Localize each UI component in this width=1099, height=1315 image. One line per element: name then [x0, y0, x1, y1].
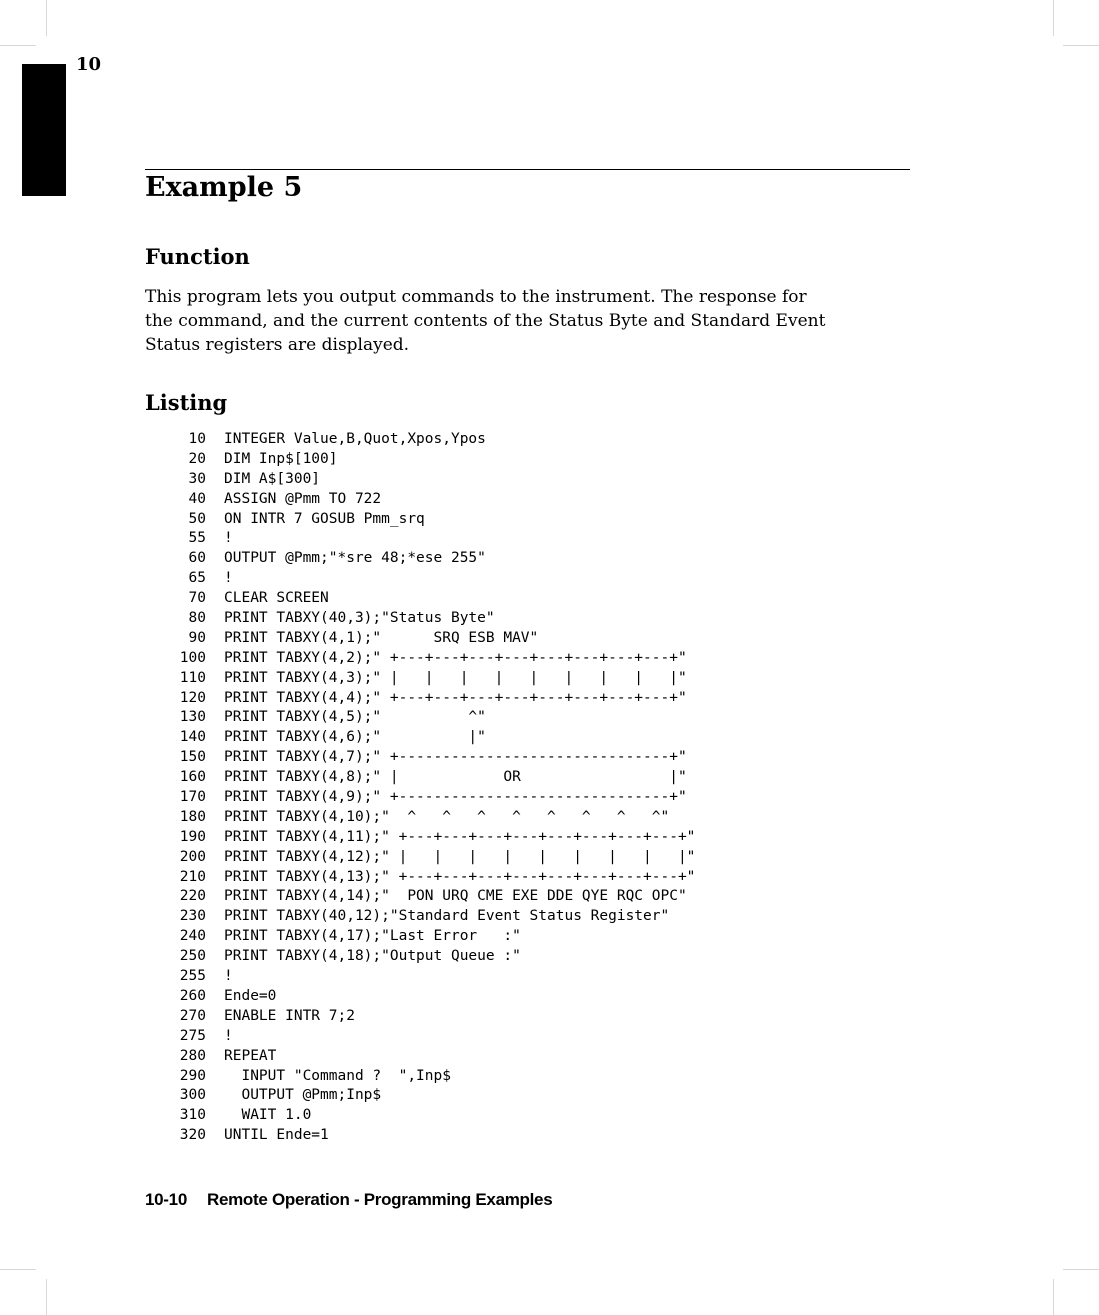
code-text: DIM A$[300] — [224, 470, 321, 487]
code-text: PRINT TABXY(4,5);" ^" — [224, 709, 486, 726]
code-line — [160, 669, 695, 689]
code-listing — [160, 430, 695, 1146]
code-line — [160, 947, 695, 967]
code-line — [160, 1047, 695, 1067]
code-line — [160, 430, 695, 450]
code-text: WAIT 1.0 — [224, 1107, 312, 1124]
code-text: UNTIL Ende=1 — [224, 1127, 329, 1144]
code-text: PRINT TABXY(4,9);" +-------------------------------+" — [224, 789, 687, 806]
code-line — [160, 569, 695, 589]
code-line — [160, 748, 695, 768]
code-text: PRINT TABXY(4,14);" PON URQ CME EXE DDE QYE RQC OPC" — [224, 888, 687, 905]
function-description: This program lets you output commands to the instrument. The response for the command, and the current contents of the Status Byte and Standard Event Status registers are displayed. — [145, 287, 826, 355]
line-number: 130 — [179, 709, 206, 726]
code-text: PRINT TABXY(4,7);" +-------------------------------+" — [224, 749, 687, 766]
code-line — [160, 1027, 695, 1047]
line-number: 20 — [188, 450, 206, 467]
code-line — [160, 629, 695, 649]
crop-mark — [1053, 0, 1054, 36]
code-text: OUTPUT @Pmm;Inp$ — [224, 1087, 382, 1104]
chapter-tab — [22, 64, 66, 196]
code-line — [160, 987, 695, 1007]
code-text: PRINT TABXY(40,3);"Status Byte" — [224, 610, 495, 627]
line-number: 310 — [179, 1107, 206, 1124]
line-number: 65 — [188, 570, 206, 587]
code-line — [160, 689, 695, 709]
code-text: INPUT "Command ? ",Inp$ — [224, 1067, 451, 1084]
line-number: 260 — [179, 987, 206, 1004]
code-line — [160, 1086, 695, 1106]
line-number: 160 — [179, 769, 206, 786]
code-text: PRINT TABXY(4,1);" SRQ ESB MAV" — [224, 629, 539, 646]
code-line — [160, 589, 695, 609]
line-number: 250 — [179, 948, 206, 965]
code-text: ENABLE INTR 7;2 — [224, 1007, 355, 1024]
code-line — [160, 708, 695, 728]
line-number: 270 — [179, 1007, 206, 1024]
line-number: 240 — [179, 928, 206, 945]
crop-mark — [0, 1269, 36, 1270]
code-line — [160, 808, 695, 828]
code-text: PRINT TABXY(4,18);"Output Queue :" — [224, 948, 521, 965]
code-line — [160, 788, 695, 808]
code-text: CLEAR SCREEN — [224, 590, 329, 607]
code-line — [160, 1007, 695, 1027]
line-number: 30 — [188, 470, 206, 487]
code-text: PRINT TABXY(4,12);" | | | | | | | | |" — [224, 848, 696, 865]
code-line — [160, 828, 695, 848]
code-text: PRINT TABXY(4,2);" +---+---+---+---+---+---+---+---+" — [224, 649, 687, 666]
code-line — [160, 1126, 695, 1146]
code-text: Ende=0 — [224, 987, 277, 1004]
code-line — [160, 967, 695, 987]
line-number: 170 — [179, 789, 206, 806]
line-number: 320 — [179, 1127, 206, 1144]
line-number: 255 — [179, 968, 206, 985]
section-heading-listing: Listing — [145, 390, 228, 415]
line-number: 80 — [188, 610, 206, 627]
code-text: PRINT TABXY(4,6);" |" — [224, 729, 486, 746]
crop-mark — [46, 1279, 47, 1315]
footer-title: Remote Operation - Programming Examples — [206, 1190, 553, 1209]
code-line — [160, 510, 695, 530]
code-line — [160, 609, 695, 629]
line-number: 140 — [179, 729, 206, 746]
code-line — [160, 887, 695, 907]
crop-mark — [1053, 1279, 1054, 1315]
code-line — [160, 1067, 695, 1087]
crop-mark — [1063, 1269, 1099, 1270]
line-number: 100 — [179, 649, 206, 666]
code-text: PRINT TABXY(4,4);" +---+---+---+---+---+---+---+---+" — [224, 689, 687, 706]
code-line — [160, 927, 695, 947]
code-text: PRINT TABXY(40,12);"Standard Event Status Register" — [224, 908, 670, 925]
code-line — [160, 490, 695, 510]
page-title: Example 5 — [145, 172, 303, 203]
code-line — [160, 450, 695, 470]
code-line — [160, 848, 695, 868]
line-number: 220 — [179, 888, 206, 905]
code-text: REPEAT — [224, 1047, 277, 1064]
line-number: 150 — [179, 749, 206, 766]
page-footer — [145, 1190, 552, 1210]
code-text: PRINT TABXY(4,11);" +---+---+---+---+---+---+---+---+" — [224, 828, 696, 845]
crop-mark — [0, 45, 36, 46]
line-number: 110 — [179, 669, 206, 686]
code-text: ! — [224, 530, 233, 547]
code-line — [160, 549, 695, 569]
line-number: 210 — [179, 868, 206, 885]
line-number: 300 — [179, 1087, 206, 1104]
line-number: 290 — [179, 1067, 206, 1084]
code-text: ! — [224, 968, 233, 985]
line-number: 10 — [188, 431, 206, 447]
line-number: 280 — [179, 1047, 206, 1064]
line-number: 275 — [179, 1027, 206, 1044]
line-number: 120 — [179, 689, 206, 706]
code-line — [160, 470, 695, 490]
line-number: 55 — [188, 530, 206, 547]
code-line — [160, 529, 695, 549]
line-number: 90 — [188, 629, 206, 646]
code-text: PRINT TABXY(4,3);" | | | | | | | | |" — [224, 669, 687, 686]
code-text: INTEGER Value,B,Quot,Xpos,Ypos — [224, 431, 486, 447]
chapter-number: 10 — [76, 54, 102, 75]
code-text: OUTPUT @Pmm;"*sre 48;*ese 255" — [224, 550, 486, 567]
heading-rule — [145, 169, 910, 170]
code-line — [160, 907, 695, 927]
crop-mark — [46, 0, 47, 36]
code-text: DIM Inp$[100] — [224, 450, 338, 467]
code-line — [160, 649, 695, 669]
line-number: 70 — [188, 590, 206, 607]
code-text: ON INTR 7 GOSUB Pmm_srq — [224, 510, 425, 527]
line-number: 230 — [179, 908, 206, 925]
code-line — [160, 728, 695, 748]
code-text: PRINT TABXY(4,10);" ^ ^ ^ ^ ^ ^ ^ ^" — [224, 808, 670, 825]
code-line — [160, 1106, 695, 1126]
line-number: 60 — [188, 550, 206, 567]
code-text: PRINT TABXY(4,8);" | OR |" — [224, 769, 687, 786]
line-number: 180 — [179, 808, 206, 825]
code-text: PRINT TABXY(4,17);"Last Error :" — [224, 928, 521, 945]
line-number: 50 — [188, 510, 206, 527]
line-number: 200 — [179, 848, 206, 865]
line-number: 190 — [179, 828, 206, 845]
code-text: PRINT TABXY(4,13);" +---+---+---+---+---+---+---+---+" — [224, 868, 696, 885]
code-text: ! — [224, 570, 233, 587]
code-text: ! — [224, 1027, 233, 1044]
crop-mark — [1063, 45, 1099, 46]
code-text: ASSIGN @Pmm TO 722 — [224, 490, 382, 507]
footer-page-number: 10-10 — [145, 1190, 187, 1209]
section-heading-function: Function — [145, 244, 250, 269]
line-number: 40 — [188, 490, 206, 507]
code-line — [160, 768, 695, 788]
code-line — [160, 868, 695, 888]
